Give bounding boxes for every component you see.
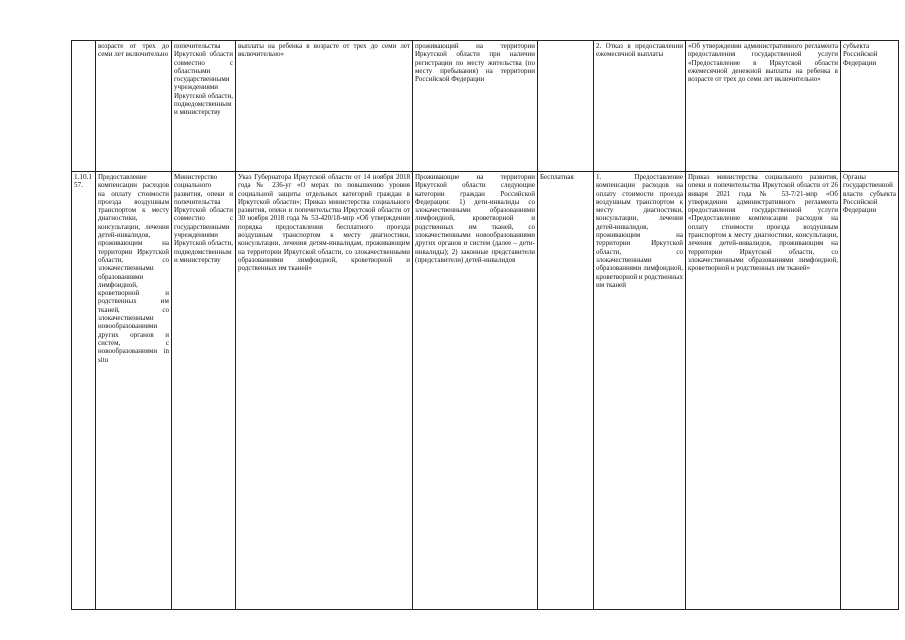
- payment-terms-cell: Бесплатная: [538, 172, 594, 610]
- table-row: [72, 41, 899, 172]
- responsible-organ-cell: попечительства Иркутской области совместно с областными государственными учреждениями Иркутской области, подведомственными министерству: [172, 41, 236, 172]
- service-result-cell: 1. Предоставление компенсации расходов на оплату стоимости проезда воздушным транспортом к месту диагностики, консультации, лечения детей-инвалидов, проживающим на территории Иркутской области, со злокачественными образованиями лимфоидной, кроветворной и родственных им тканей: [594, 172, 686, 610]
- service-number-cell: [72, 41, 96, 172]
- administrative-regulation-cell: «Об утверждении административного регламента предоставления государственной услуги «Предоставление в Иркутской области ежемесячной денежной выплаты на ребенка в возрасте от трех до семи лет включительно»: [686, 41, 841, 172]
- service-result-cell: 2. Отказ в предоставлении ежемесячной выплаты: [594, 41, 686, 172]
- service-number-cell: 1.10.157.: [72, 172, 96, 610]
- service-name-cell: возрасте от трех до семи лет включительно: [96, 41, 172, 172]
- applicants-cell: Проживающие на территории Иркутской области следующие категории граждан Российской Федерации: 1) дети-инвалиды со злокачественными образованиями лимфоидной, кроветворной и родственных им тканей, со злокачественными новообразованиями других органов и систем (далее – дети-инвалиды); 2) законные представители (представители) детей-инвалидов: [413, 172, 538, 610]
- authority-level-cell: Органы государственной власти субъекта Российской Федерации: [841, 172, 899, 610]
- service-name-cell: Предоставление компенсации расходов на оплату стоимости проезда воздушным транспортом к месту диагностики, консультации, лечения детей-инвалидов, проживающим на территории Иркутской области, со злокачественными образованиями лимфоидной, кроветворной и родственных им тканей, со злокачественными новообразованиями других органов и систем, с новообразованиями in situ: [96, 172, 172, 610]
- responsible-organ-cell: Министерство социального развития, опеки и попечительства Иркутской области совместно с государственными учреждениями Иркутской области, подведомственными министерству: [172, 172, 236, 610]
- legal-basis-cell: Указ Губернатора Иркутской области от 14 ноября 2018 года № 236-уг «О мерах по повышению уровня социальной защиты отдельных категорий граждан в Иркутской области»; Приказ министерства социального развития, опеки и попечительства Иркутской области от 30 ноября 2018 года № 53-420/18-мпр «Об утверждении порядка предоставления бесплатного проезда воздушным транспортом к месту диагностики, консультации, лечения детям-инвалидам, проживающим на территории Иркутской области, со злокачественными образованиями лимфоидной, кроветворной и родственных им тканей»: [236, 172, 413, 610]
- administrative-regulation-cell: Приказ министерства социального развития, опеки и попечительства Иркутской области от 26 января 2021 года № 53-7/21-мпр «Об утверждении административного регламента предоставления государственной услуги «Предоставление компенсации расходов на оплату стоимости проезда воздушным транспортом к месту диагностики, консультации, лечения детей-инвалидов, проживающим на территории Иркутской области, со злокачественными образованиями лимфоидной, кроветворной и родственных им тканей»: [686, 172, 841, 610]
- applicants-cell: проживающий на территории Иркутской области при наличии регистрации по месту жительства (по месту пребывания) на территории Российской Федерации: [413, 41, 538, 172]
- services-register-table: [71, 40, 899, 610]
- payment-terms-cell: [538, 41, 594, 172]
- table-row: [72, 172, 899, 610]
- legal-basis-cell: выплаты на ребенка в возрасте от трех до семи лет включительно»: [236, 41, 413, 172]
- authority-level-cell: субъекта Российской Федерации: [841, 41, 899, 172]
